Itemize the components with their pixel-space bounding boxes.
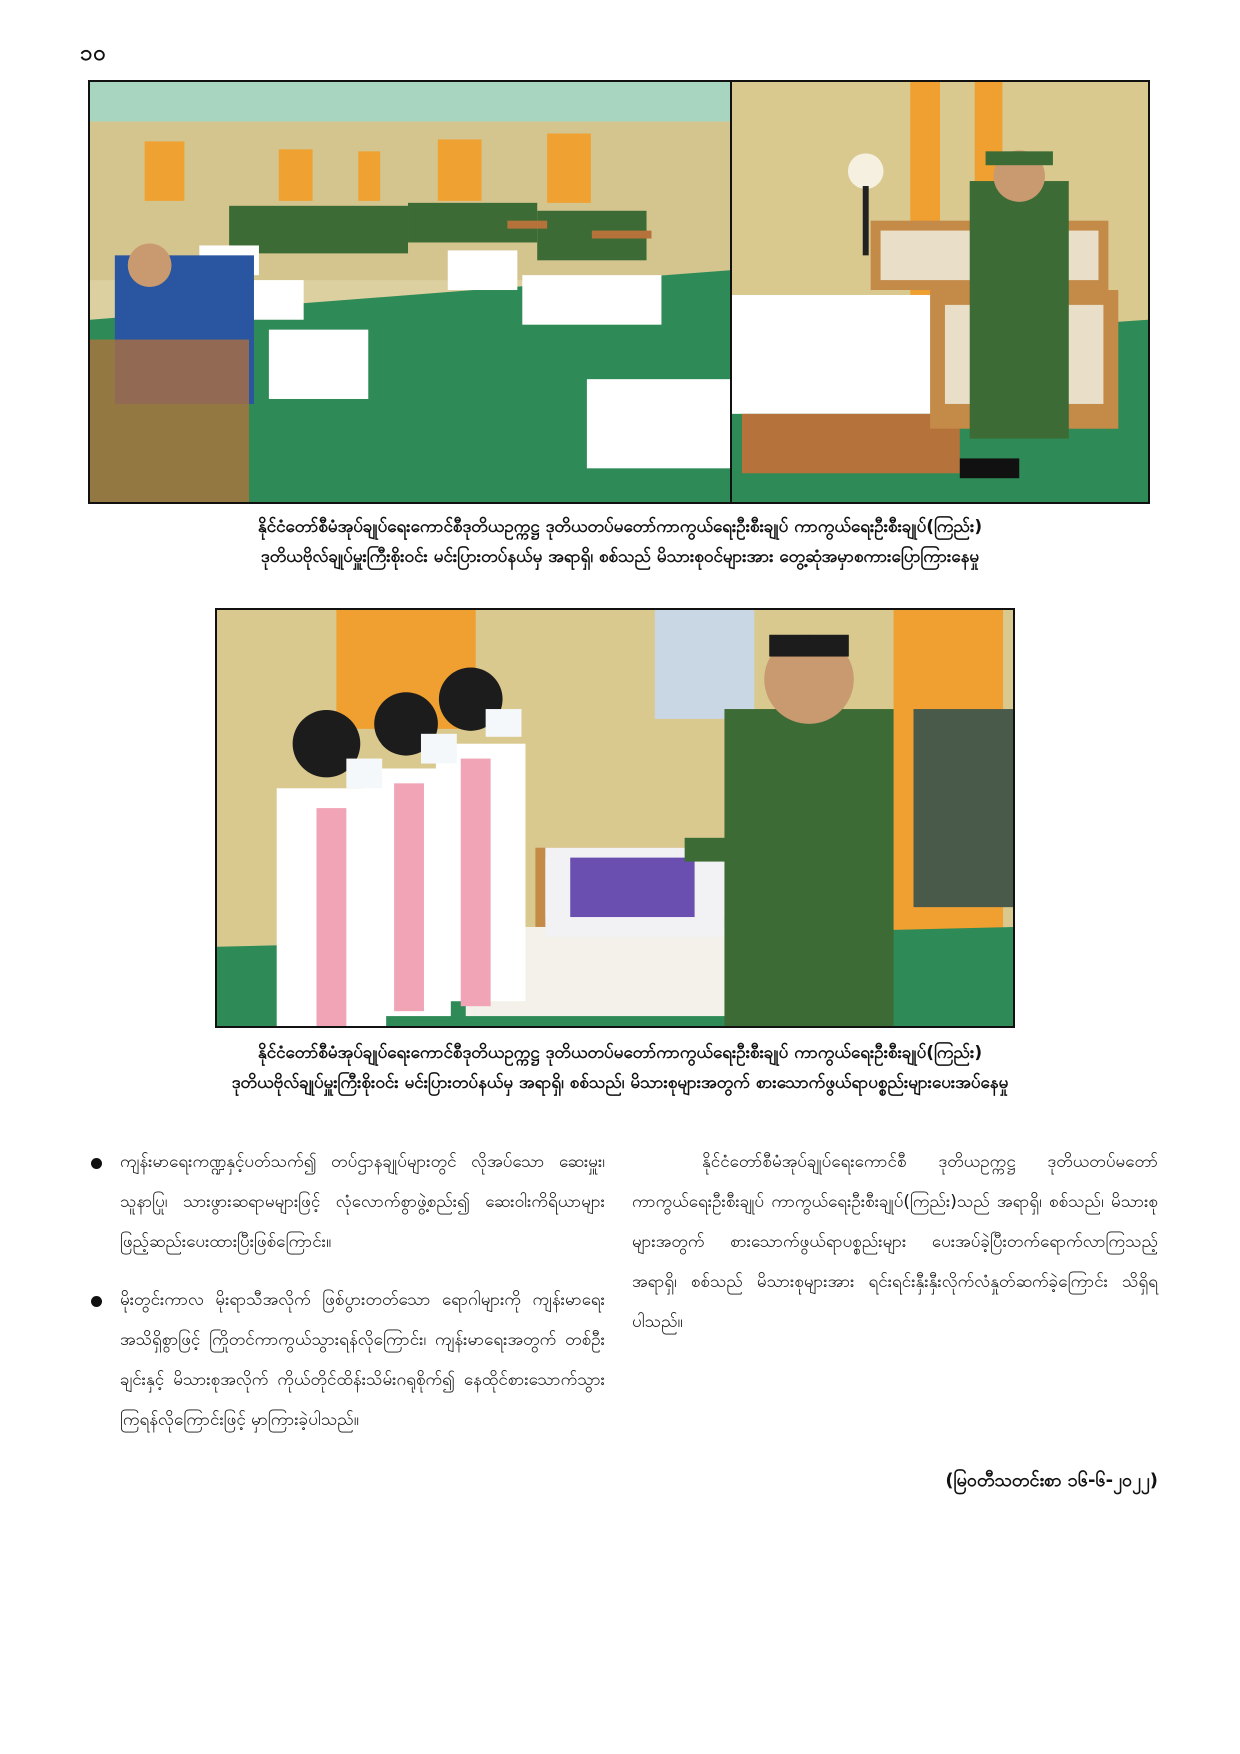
presentation-of-gifts-photo — [215, 608, 1015, 1028]
bullet-dot-icon — [91, 1158, 102, 1169]
source-citation: (မြဝတီသတင်းစာ ၁၆-၆-၂၀၂၂) — [945, 1470, 1158, 1491]
bullet-item — [85, 1280, 605, 1440]
meeting-room-photo — [88, 80, 732, 504]
bullet-text: မိုးတွင်းကာလ မိုးရာသီအလိုက် ဖြစ်ပွားတတ်သော ရောဂါများကို ကျန်းမာရေးအသိရှိစွာဖြင့် ကြိုတင်ကာကွယ်သွားရန်လိုကြောင်း၊ ကျန်းမာရေးအတွက် တစ်ဦးချင်းနှင့် မိသားစုအလိုက် ကိုယ်တိုင်ထိန်းသိမ်းဂရုစိုက်၍ နေထိုင်စားသောက်သွားကြရန်လိုကြောင်းဖြင့် မှာကြားခဲ့ပါသည်။ — [120, 1290, 605, 1430]
right-column — [632, 1142, 1158, 1342]
body-paragraph: နိုင်ငံတော်စီမံအုပ်ချုပ်ရေးကောင်စီ ဒုတိယဥက္ကဋ္ဌ ဒုတိယတပ်မတော်ကာကွယ်ရေးဦးစီးချုပ် ကာကွယ်ရေးဦးစီးချုပ်(ကြည်း)သည် အရာရှိ၊ စစ်သည်၊ မိသားစုများအတွက် စားသောက်ဖွယ်ရာပစ္စည်းများ ပေးအပ်ခဲ့ပြီးတက်ရောက်လာကြသည့် အရာရှိ၊ စစ်သည် မိသားစုများအား ရင်းရင်းနှီးနှီးလိုက်လံနှုတ်ဆက်ခဲ့ကြောင်း သိရှိရပါသည်။ — [632, 1152, 1158, 1332]
caption-top-line1: နိုင်ငံတော်စီမံအုပ်ချုပ်ရေးကောင်စီဒုတိယဥက္ကဋ္ဌ ဒုတိယတပ်မတော်ကာကွယ်ရေးဦးစီးချုပ် ကာကွယ်ရေးဦးစီးချုပ်(ကြည်း) — [257, 517, 983, 537]
left-column — [85, 1142, 605, 1458]
bullet-dot-icon — [91, 1296, 102, 1307]
commander-seated-photo — [730, 80, 1150, 504]
photo-caption-middle — [60, 1038, 1180, 1098]
caption-middle-line2: ဒုတိယဗိုလ်ချုပ်မှူးကြီးစိုးဝင်း မင်းပြားတပ်နယ်မှ အရာရှိ၊ စစ်သည်၊ မိသားစုများအတွက် စားသောက်ဖွယ်ရာပစ္စည်းများပေးအပ်နေမှု — [231, 1073, 1009, 1093]
page-number: ၁၀ — [80, 41, 107, 66]
caption-middle-line1: နိုင်ငံတော်စီမံအုပ်ချုပ်ရေးကောင်စီဒုတိယဥက္ကဋ္ဌ ဒုတိယတပ်မတော်ကာကွယ်ရေးဦးစီးချုပ် ကာကွယ်ရေးဦးစီးချုပ်(ကြည်း) — [257, 1043, 983, 1063]
bullet-text: ကျန်းမာရေးကဏ္ဍနှင့်ပတ်သက်၍ တပ်ဌာနချုပ်များတွင် လိုအပ်သော ဆေးမှူး၊ သူနာပြု၊ သားဖွားဆရာမများဖြင့် လုံလောက်စွာဖွဲ့စည်း၍ ဆေးဝါးကိရိယာများ ဖြည့်ဆည်းပေးထားပြီးဖြစ်ကြောင်း။ — [120, 1152, 605, 1252]
photo-caption-top — [60, 512, 1180, 572]
caption-top-line2: ဒုတိယဗိုလ်ချုပ်မှူးကြီးစိုးဝင်း မင်းပြားတပ်နယ်မှ အရာရှိ၊ စစ်သည် မိသားစုဝင်များအား တွေ့ဆုံအမှာစကားပြောကြားနေမှု — [260, 547, 980, 567]
bullet-item — [85, 1142, 605, 1262]
